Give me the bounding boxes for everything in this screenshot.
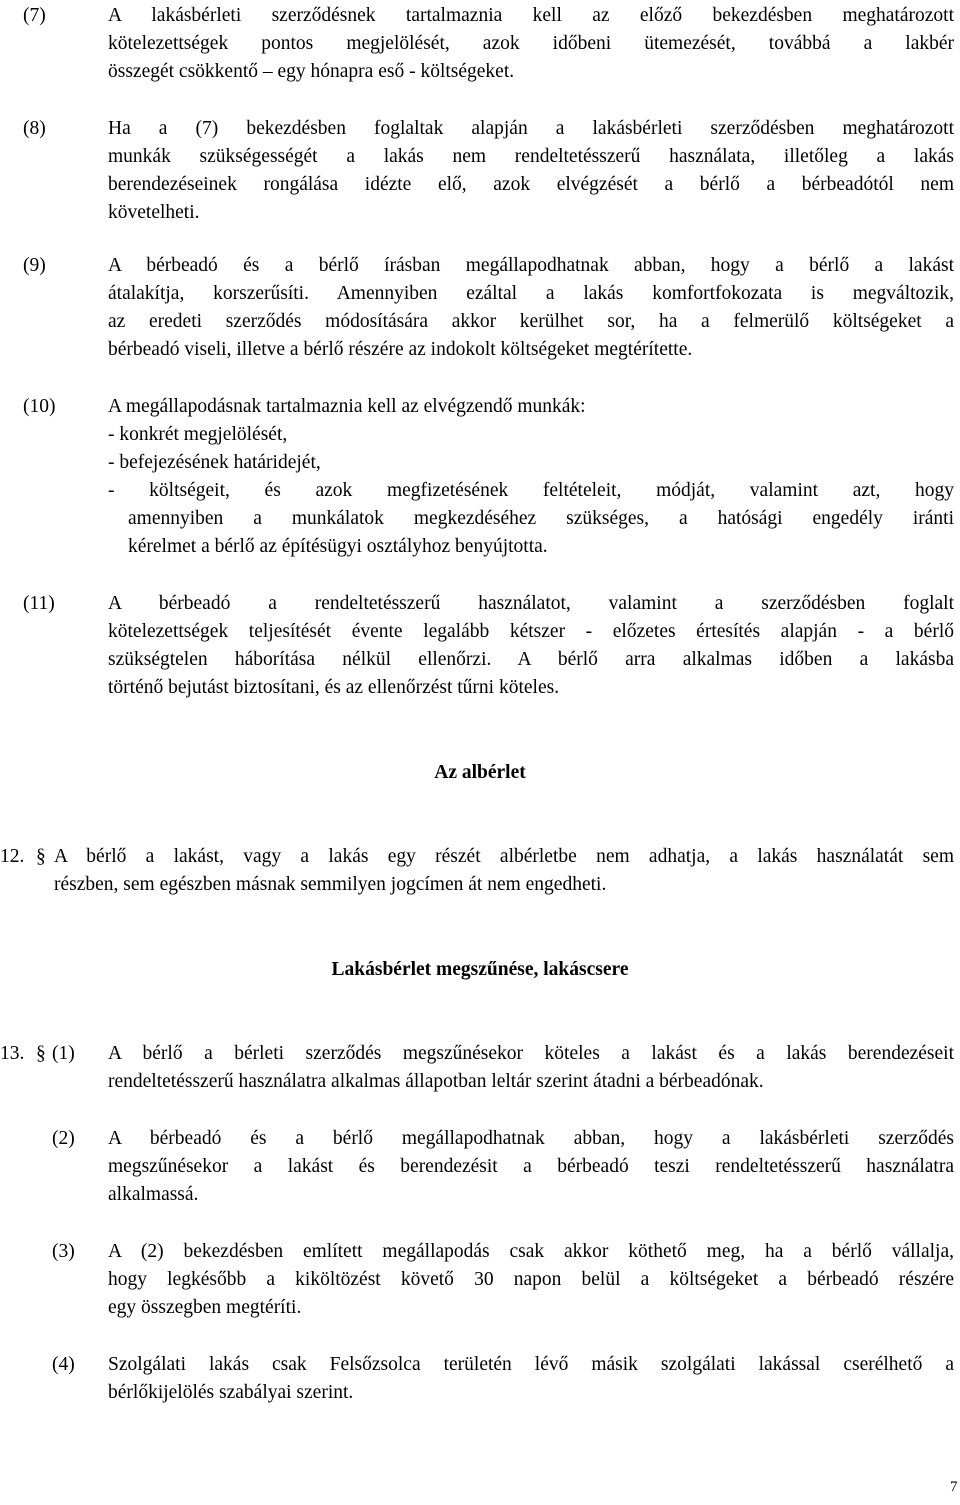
text-line: az eredeti szerződés módosítására akkor kerülhet sor, ha a felmerülő költségeket a [108, 311, 954, 332]
text-line: részben, sem egészben másnak semmilyen jogcímen át nem engedheti. [54, 874, 607, 895]
text-line: egy összegben megtéríti. [108, 1297, 302, 1318]
list-item: - befejezésének határidejét, [108, 452, 321, 473]
text-line: kötelezettségek teljesítését évente legalább kétszer - előzetes értesítés alapján - a bérlő [108, 621, 954, 642]
paragraph-number: (9) [23, 255, 46, 276]
text-line: A bérlő a lakást, vagy a lakás egy részét albérletbe nem adhatja, a lakás használatát sem [54, 846, 954, 867]
paragraph-number: (3) [52, 1241, 75, 1262]
text-line: átalakítja, korszerűsíti. Amennyiben ezáltal a lakás komfortfokozata is megváltozik, [108, 283, 954, 304]
section-number: 13. [0, 1043, 25, 1064]
text-line: A (2) bekezdésben említett megállapodás csak akkor köthető meg, ha a bérlő vállalja, [108, 1241, 954, 1262]
paragraph-number: (11) [23, 593, 55, 614]
text-line: A lakásbérleti szerződésnek tartalmaznia kell az előző bekezdésben meghatározott [108, 5, 954, 26]
section-sign: § [36, 846, 46, 867]
text-line: megszűnésekor a lakást és berendezésit a bérbeadó teszi rendeltetésszerű használatra [108, 1156, 954, 1177]
text-line: kérelmet a bérlő az építésügyi osztályhoz benyújtotta. [128, 536, 548, 557]
text-line: összegét csökkentő – egy hónapra eső - költségeket. [108, 61, 515, 82]
paragraph-number: (2) [52, 1128, 75, 1149]
text-line: követelheti. [108, 202, 200, 223]
text-line: rendeltetésszerű használatra alkalmas állapotban leltár szerint átadni a bérbeadónak. [108, 1071, 764, 1092]
paragraph-number: (10) [23, 396, 56, 417]
list-item: - konkrét megjelölését, [108, 424, 288, 445]
text-line: Szolgálati lakás csak Felsőzsolca területén lévő másik szolgálati lakással cserélhető a [108, 1354, 954, 1375]
text-line: berendezéseinek rongálása idézte elő, azok elvégzését a bérlő a bérbeadótól nem [108, 174, 954, 195]
text-line: történő bejutást biztosítani, és az ellenőrzést tűrni köteles. [108, 677, 560, 698]
section-number: 12. [0, 846, 25, 867]
paragraph-number: (1) [52, 1043, 75, 1064]
text-line: munkák szükségességét a lakás nem rendeltetésszerű használata, illetőleg a lakás [108, 146, 954, 167]
text-line: alkalmassá. [108, 1184, 199, 1205]
text-line: A bérbeadó és a bérlő megállapodhatnak abban, hogy a lakásbérleti szerződés [108, 1128, 954, 1149]
text-line: hogy legkésőbb a kiköltözést követő 30 napon belül a költségeket a bérbeadó részére [108, 1269, 954, 1290]
text-line: A bérbeadó a rendeltetésszerű használatot, valamint a szerződésben foglalt [108, 593, 954, 614]
text-line: szükségtelen háborítása nélkül ellenőrzi. A bérlő arra alkalmas időben a lakásba [108, 649, 954, 670]
list-item: - költségeit, és azok megfizetésének feltételeit, módját, valamint azt, hogy [108, 480, 954, 501]
text-line: A bérbeadó és a bérlő írásban megállapodhatnak abban, hogy a bérlő a lakást [108, 255, 954, 276]
section-sign: § [36, 1043, 46, 1064]
text-line: A megállapodásnak tartalmaznia kell az elvégzendő munkák: [108, 396, 586, 417]
text-line: bérlőkijelölés szabályai szerint. [108, 1382, 354, 1403]
section-heading: Az albérlet [434, 762, 526, 783]
text-line: Ha a (7) bekezdésben foglaltak alapján a lakásbérleti szerződésben meghatározott [108, 118, 954, 139]
paragraph-number: (8) [23, 118, 46, 139]
text-line: amennyiben a munkálatok megkezdéséhez szükséges, a hatósági engedély iránti [128, 508, 954, 529]
section-heading: Lakásbérlet megszűnése, lakáscsere [331, 959, 629, 980]
text-line: bérbeadó viseli, illetve a bérlő részére az indokolt költségeket megtérítette. [108, 339, 693, 360]
text-line: kötelezettségek pontos megjelölését, azok időbeni ütemezését, továbbá a lakbér [108, 33, 954, 54]
page-number: 7 [950, 1479, 958, 1495]
paragraph-number: (7) [23, 5, 46, 26]
text-line: A bérlő a bérleti szerződés megszűnésekor köteles a lakást és a lakás berendezéseit [108, 1043, 954, 1064]
paragraph-number: (4) [52, 1354, 75, 1375]
